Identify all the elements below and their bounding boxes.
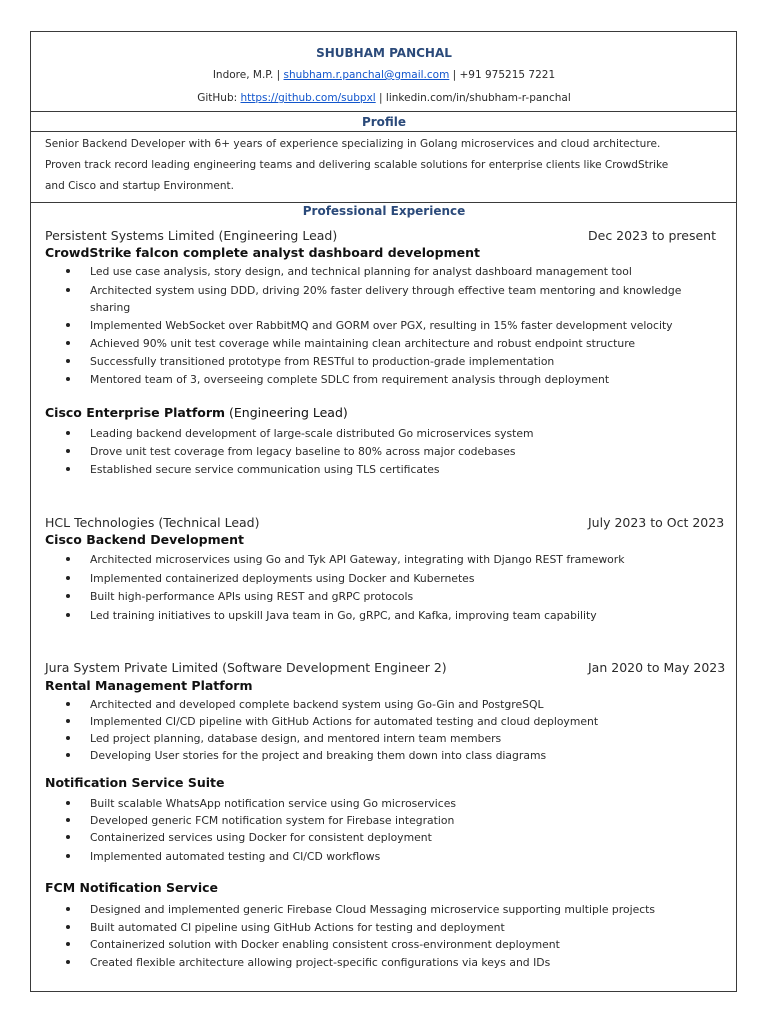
divider bbox=[30, 202, 737, 203]
location: Indore, M.P. | bbox=[212, 69, 284, 81]
bullet-text: Built scalable WhatsApp notification service using Go microservices bbox=[90, 797, 456, 810]
project-title: FCM Notification Service bbox=[45, 880, 218, 895]
bullet-text: Mentored team of 3, overseeing complete SDLC from requirement analysis through deployment bbox=[90, 373, 610, 386]
profile-text-line: and Cisco and startup Environment. bbox=[45, 180, 234, 192]
bullet-text: Led project planning, database design, and mentored intern team members bbox=[90, 732, 502, 745]
company-name: HCL Technologies (Technical Lead) bbox=[45, 515, 260, 530]
project-title bbox=[45, 405, 348, 420]
project-title: Rental Management Platform bbox=[45, 678, 253, 693]
bullet-text: Leading backend development of large-scale distributed Go microservices system bbox=[90, 427, 534, 440]
contact-line bbox=[0, 69, 768, 81]
resume-page bbox=[30, 31, 737, 992]
bullet-text: Established secure service communication using TLS certificates bbox=[90, 463, 440, 476]
bullet-icon bbox=[66, 942, 70, 946]
bullet-icon bbox=[66, 557, 70, 561]
bullet-icon bbox=[66, 613, 70, 617]
bullet-text: Architected microservices using Go and Tyk API Gateway, integrating with Django REST framework bbox=[90, 553, 625, 566]
bullet-icon bbox=[66, 925, 70, 929]
bullet-icon bbox=[66, 835, 70, 839]
bullet-text: Developed generic FCM notification system for Firebase integration bbox=[90, 814, 455, 827]
bullet-text: Containerized solution with Docker enabling consistent cross-environment deployment bbox=[90, 938, 560, 951]
bullet-text-continued: sharing bbox=[90, 301, 131, 314]
email-link[interactable]: shubham.r.panchal@gmail.com bbox=[283, 69, 450, 81]
bullet-text: Implemented WebSocket over RabbitMQ and GORM over PGX, resulting in 15% faster development velocity bbox=[90, 319, 673, 332]
experience-heading: Professional Experience bbox=[302, 204, 466, 218]
bullet-text: Containerized services using Docker for consistent deployment bbox=[90, 831, 432, 844]
bullet-text: Created flexible architecture allowing project-specific configurations via keys and IDs bbox=[90, 956, 551, 969]
project-name: Cisco Enterprise Platform bbox=[45, 405, 226, 420]
bullet-icon bbox=[66, 288, 70, 292]
bullet-icon bbox=[66, 359, 70, 363]
bullet-text: Designed and implemented generic Firebase Cloud Messaging microservice supporting multiple projects bbox=[90, 903, 656, 916]
project-title: CrowdStrike falcon complete analyst dashboard development bbox=[45, 245, 480, 260]
bullet-icon bbox=[66, 907, 70, 911]
bullet-icon bbox=[66, 341, 70, 345]
bullet-text: Led use case analysis, story design, and technical planning for analyst dashboard management tool bbox=[90, 265, 632, 278]
bullet-text: Implemented automated testing and CI/CD workflows bbox=[90, 850, 381, 863]
employment-dates: Jan 2020 to May 2023 bbox=[588, 660, 726, 675]
bullet-icon bbox=[66, 431, 70, 435]
bullet-icon bbox=[66, 854, 70, 858]
divider bbox=[30, 131, 737, 132]
bullet-text: Achieved 90% unit test coverage while maintaining clean architecture and robust endpoint structure bbox=[90, 337, 636, 350]
bullet-text: Built automated CI pipeline using GitHub Actions for testing and deployment bbox=[90, 921, 505, 934]
phone: | +91 975215 7221 bbox=[449, 69, 556, 81]
bullet-text: Built high-performance APIs using REST and gRPC protocols bbox=[90, 590, 414, 603]
bullet-icon bbox=[66, 736, 70, 740]
bullet-text: Drove unit test coverage from legacy baseline to 80% across major codebases bbox=[90, 445, 516, 458]
employment-dates: July 2023 to Oct 2023 bbox=[588, 515, 725, 530]
divider bbox=[30, 111, 737, 112]
profile-heading: Profile bbox=[361, 115, 407, 129]
bullet-text: Implemented containerized deployments using Docker and Kubernetes bbox=[90, 572, 475, 585]
profile-text-line: Senior Backend Developer with 6+ years of experience specializing in Golang microservices and cloud architecture. bbox=[45, 138, 661, 150]
bullet-icon bbox=[66, 702, 70, 706]
company-name: Persistent Systems Limited (Engineering Lead) bbox=[45, 228, 338, 243]
bullet-icon bbox=[66, 449, 70, 453]
bullet-icon bbox=[66, 801, 70, 805]
bullet-text: Led training initiatives to upskill Java team in Go, gRPC, and Kafka, improving team capability bbox=[90, 609, 597, 622]
candidate-name: SHUBHAM PANCHAL bbox=[316, 46, 452, 60]
bullet-icon bbox=[66, 467, 70, 471]
bullet-icon bbox=[66, 323, 70, 327]
bullet-icon bbox=[66, 719, 70, 723]
links-line bbox=[0, 92, 768, 104]
project-title: Cisco Backend Development bbox=[45, 532, 244, 547]
profile-text-line: Proven track record leading engineering teams and delivering scalable solutions for enterprise clients like CrowdStrike bbox=[45, 159, 669, 171]
bullet-text: Implemented CI/CD pipeline with GitHub Actions for automated testing and cloud deployment bbox=[90, 715, 599, 728]
company-name: Jura System Private Limited (Software Development Engineer 2) bbox=[45, 660, 447, 675]
bullet-icon bbox=[66, 818, 70, 822]
bullet-text: Successfully transitioned prototype from RESTful to production-grade implementation bbox=[90, 355, 555, 368]
github-link[interactable]: https://github.com/subpxl bbox=[240, 92, 376, 104]
linkedin-text: | linkedin.com/in/shubham-r-panchal bbox=[375, 92, 571, 104]
employment-dates: Dec 2023 to present bbox=[588, 228, 716, 243]
bullet-text: Developing User stories for the project and breaking them down into class diagrams bbox=[90, 749, 547, 762]
bullet-icon bbox=[66, 594, 70, 598]
bullet-text: Architected system using DDD, driving 20% faster delivery through effective team mentoring and knowledge bbox=[90, 284, 682, 297]
bullet-text: Architected and developed complete backend system using Go-Gin and PostgreSQL bbox=[90, 698, 544, 711]
bullet-icon bbox=[66, 377, 70, 381]
project-role: (Engineering Lead) bbox=[225, 405, 348, 420]
project-title: Notification Service Suite bbox=[45, 775, 225, 790]
bullet-icon bbox=[66, 753, 70, 757]
bullet-icon bbox=[66, 960, 70, 964]
bullet-icon bbox=[66, 269, 70, 273]
github-label: GitHub: bbox=[197, 92, 241, 104]
bullet-icon bbox=[66, 576, 70, 580]
